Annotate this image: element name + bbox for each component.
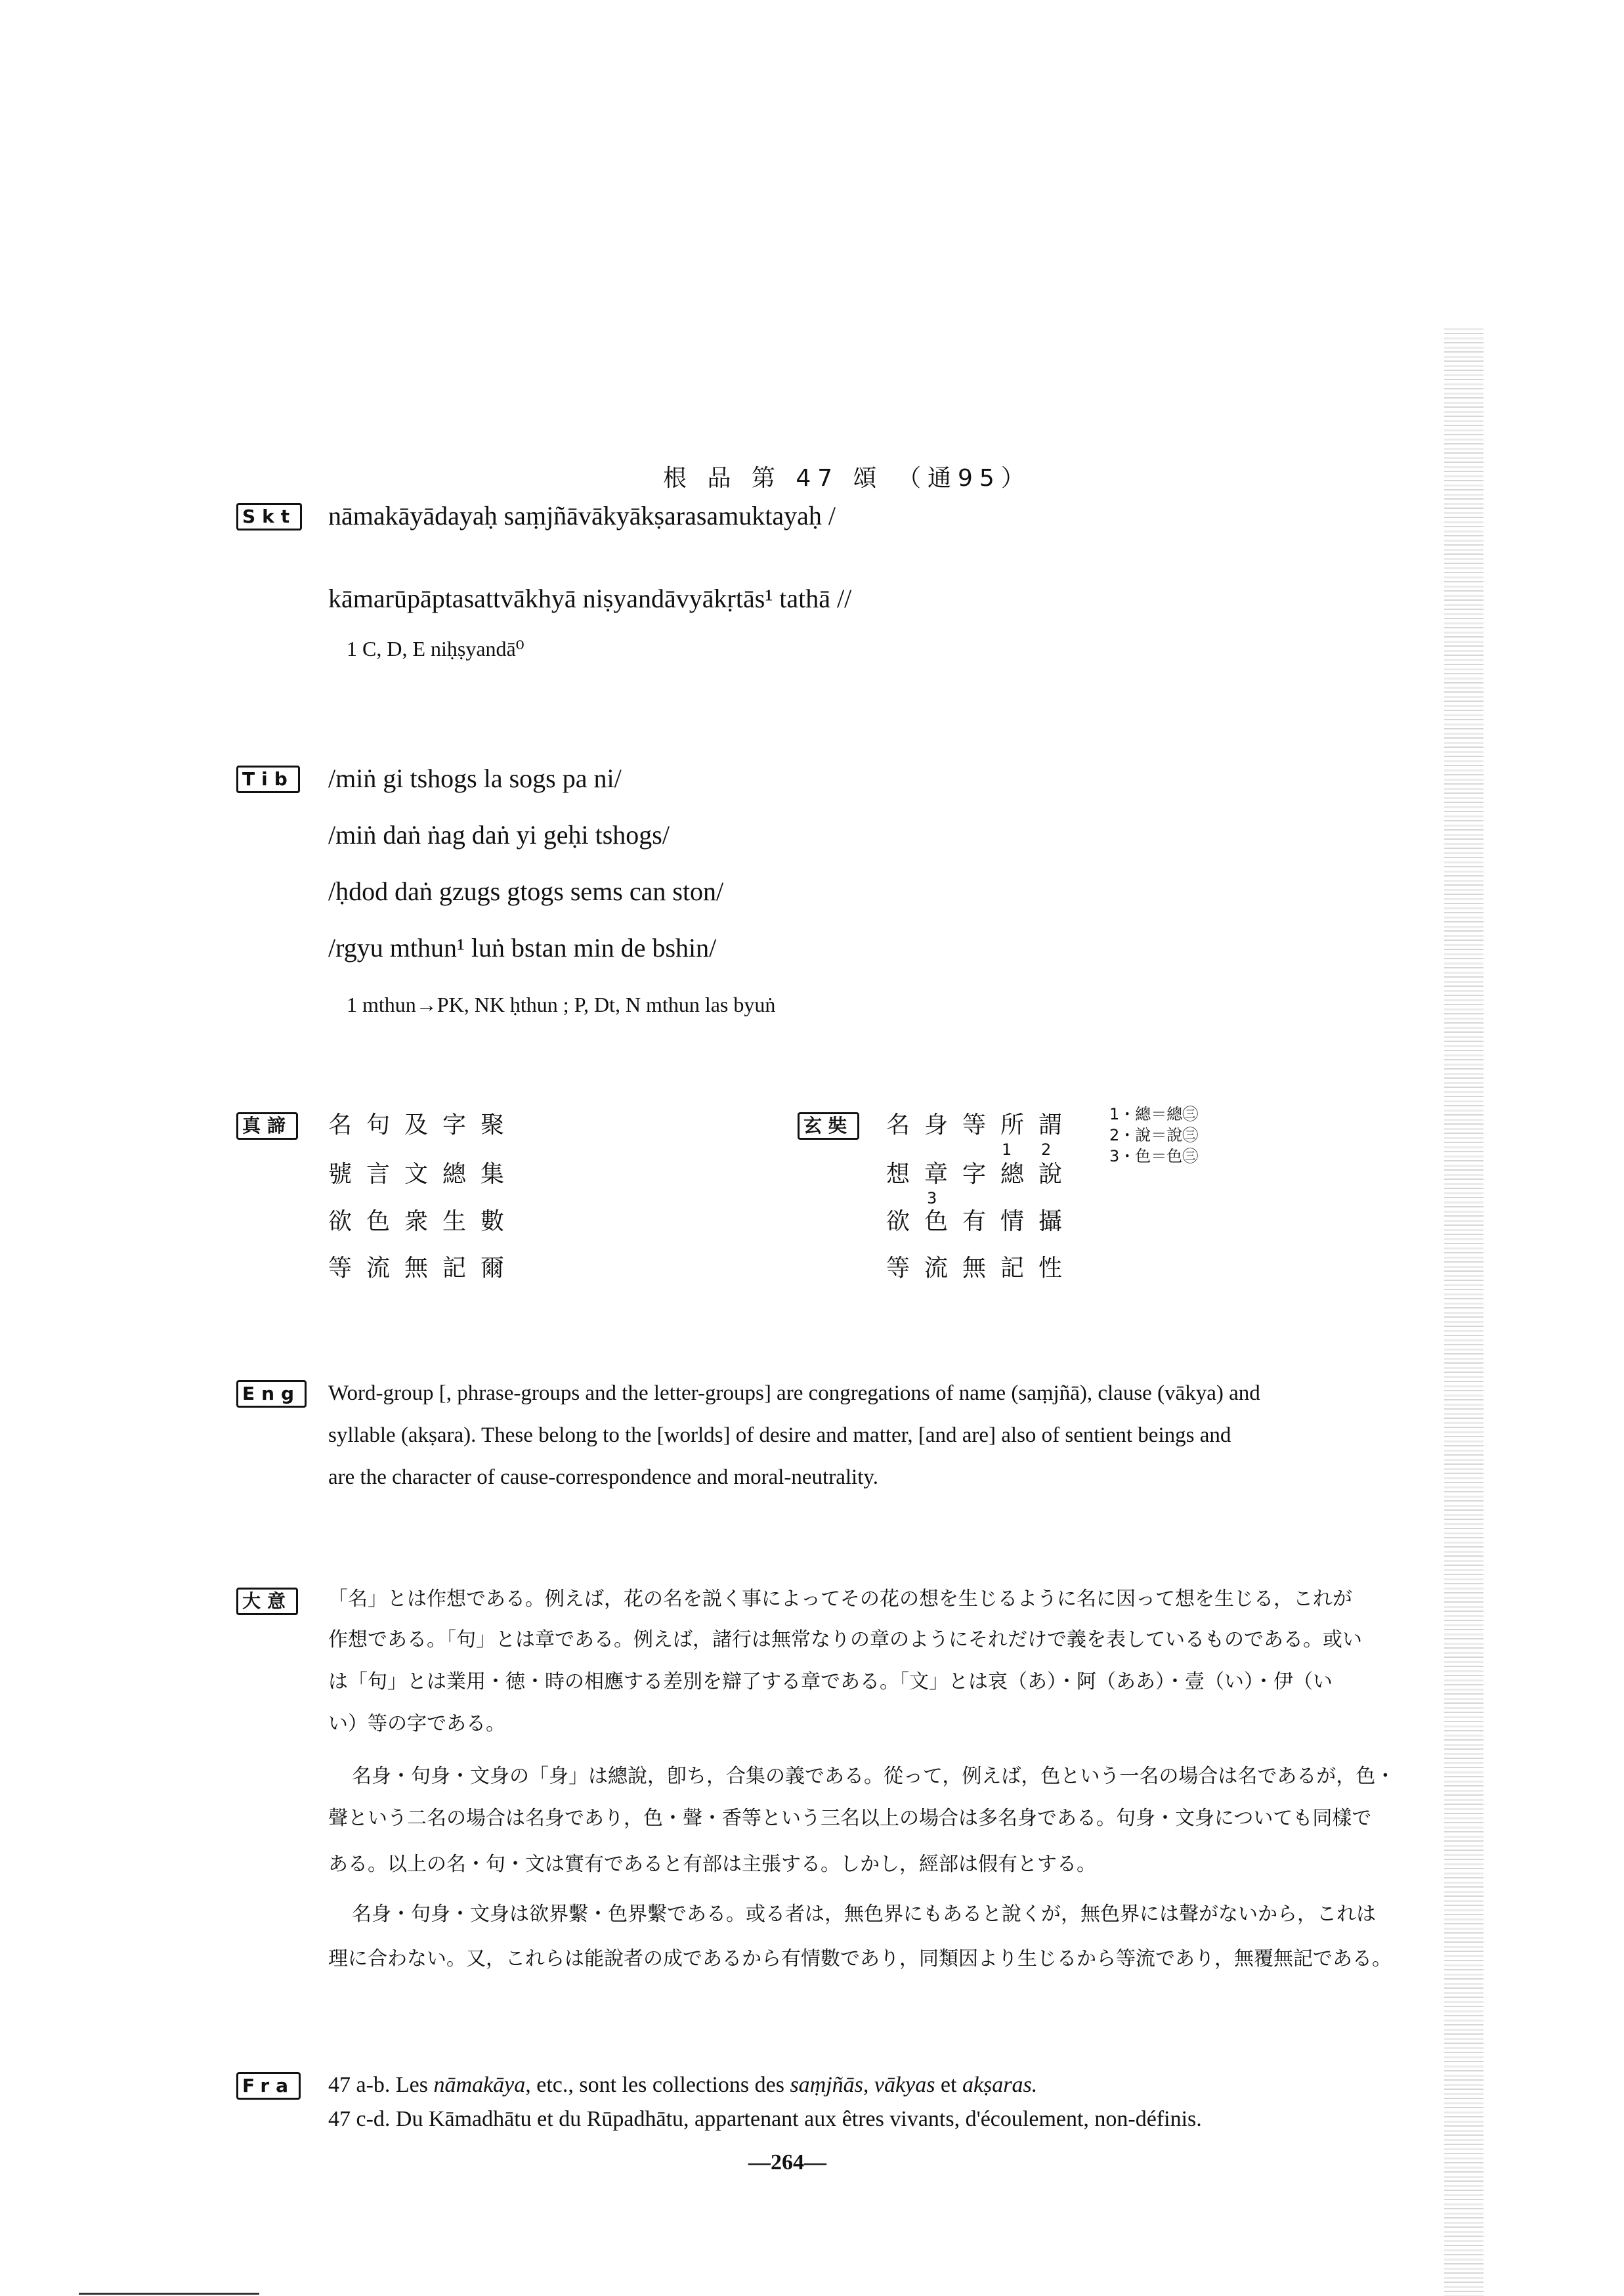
page-number: —264— [748,2150,826,2175]
fra-term: saṃjñās, vākyas [790,2073,935,2097]
skt-line-1: nāmakāyādayaḥ saṃjñāvākyākṣarasamuktayaḥ / [328,501,836,531]
fra-line-1 [328,2069,1037,2101]
xuanzang-line-1: 名身等所謂 [886,1112,1077,1138]
fra-term: akṣaras. [962,2073,1038,2097]
page-title: 根 品 第 47 頌 （通95） [663,465,1031,492]
fra-text: et [935,2073,962,2097]
tib-line-2: /miṅ daṅ ṅag daṅ yi geḥi tshogs/ [328,820,670,850]
eng-label: Eng [236,1380,307,1408]
xuanzang-line-3: 欲色有情攝 [886,1208,1077,1235]
paramartha-line-3: 欲色衆生數 [328,1208,519,1235]
taii-line-2: 作想である。「句」とは章である。例えば，諸行は無常なりの章のようにそれだけで義を表しているものである。或い [328,1628,1362,1651]
tib-label: Tib [236,766,300,793]
fra-text: , etc., sont les collections des [525,2073,790,2097]
paramartha-label: 真諦 [236,1112,298,1140]
variant-note-1: 1・總＝總㊂ [1109,1105,1199,1123]
taii-label: 大意 [236,1588,298,1615]
taii-line-8: 名身・句身・文身は欲界繫・色界繫である。或る者は，無色界にもあると說くが，無色界には聲がないから，これは [352,1903,1376,1926]
eng-line-2: syllable (akṣara). These belong to the [worlds] of desire and matter, [and are] also of sentient beings and [328,1423,1231,1447]
paramartha-line-1: 名句及字聚 [328,1112,519,1138]
taii-line-6: 聲という二名の場合は名身であり，色・聲・香等という三名以上の場合は多名身である。句身・文身についても同樣で [328,1807,1372,1830]
taii-line-1: 「名」とは作想である。例えば，花の名を説く事によってその花の想を生じるように名に因って想を生じる，これが [328,1588,1352,1611]
xuanzang-line-4: 等流無記性 [886,1255,1077,1282]
eng-line-1: Word-group [, phrase-groups and the letter-groups] are congregations of name (saṃjñā), clause (vākya) and [328,1381,1260,1405]
paramartha-line-4: 等流無記爾 [328,1255,519,1282]
variant-mark-1: 1 [1002,1140,1012,1159]
eng-line-3: are the character of cause-correspondence and moral-neutrality. [328,1465,878,1489]
variant-mark-3: 3 [927,1189,937,1207]
tib-line-3: /ḥdod daṅ gzugs gtogs sems can ston/ [328,877,724,906]
tib-line-4: /rgyu mthun¹ luṅ bstan min de bshin/ [328,933,717,963]
tib-footnote: 1 mthun→PK, NK ḥthun ; P, Dt, N mthun las byuṅ [347,993,776,1016]
variant-mark-2: 2 [1041,1140,1052,1159]
fra-term: nāmakāya [433,2073,526,2097]
skt-footnote: 1 C, D, E niḥṣyandā⁰ [347,637,524,661]
xuanzang-label: 玄奘 [798,1112,859,1140]
tib-line-1: /miṅ gi tshogs la sogs pa ni/ [328,764,622,793]
taii-line-5: 名身・句身・文身の「身」は總說，卽ち，合集の義である。從って，例えば，色という一名の場合は名であるが，色・ [352,1765,1396,1788]
taii-line-4: い）等の字である。 [328,1712,505,1735]
taii-line-7: ある。以上の名・句・文は實有であると有部は主張する。しかし，經部は假有とする。 [328,1853,1096,1876]
fra-label: Fra [236,2072,301,2100]
scan-edge-noise [1444,328,1484,2296]
xuanzang-line-2: 想章字總說 [886,1161,1077,1188]
footnote-rule [79,2293,259,2295]
variant-note-3: 3・色＝色㊂ [1109,1147,1199,1165]
taii-line-3: は「句」とは業用・徳・時の相應する差別を辯了する章である。「文」とは哀（あ）・阿（ああ）・壹（い）・伊（い [328,1670,1333,1693]
skt-line-2: kāmarūpāptasattvākhyā niṣyandāvyākṛtās¹ tathā // [328,584,852,613]
taii-line-9: 理に合わない。又，これらは能說者の成であるから有情數であり，同類因より生じるから等流であり，無覆無記である。 [328,1947,1392,1970]
paramartha-line-2: 號言文總集 [328,1161,519,1188]
skt-label: Skt [236,503,302,531]
fra-text: 47 a-b. Les [328,2073,434,2097]
fra-line-2: 47 c-d. Du Kāmadhātu et du Rūpadhātu, appartenant aux êtres vivants, d'écoulement, non-définis. [328,2107,1202,2131]
variant-note-2: 2・說＝說㊂ [1109,1126,1199,1144]
